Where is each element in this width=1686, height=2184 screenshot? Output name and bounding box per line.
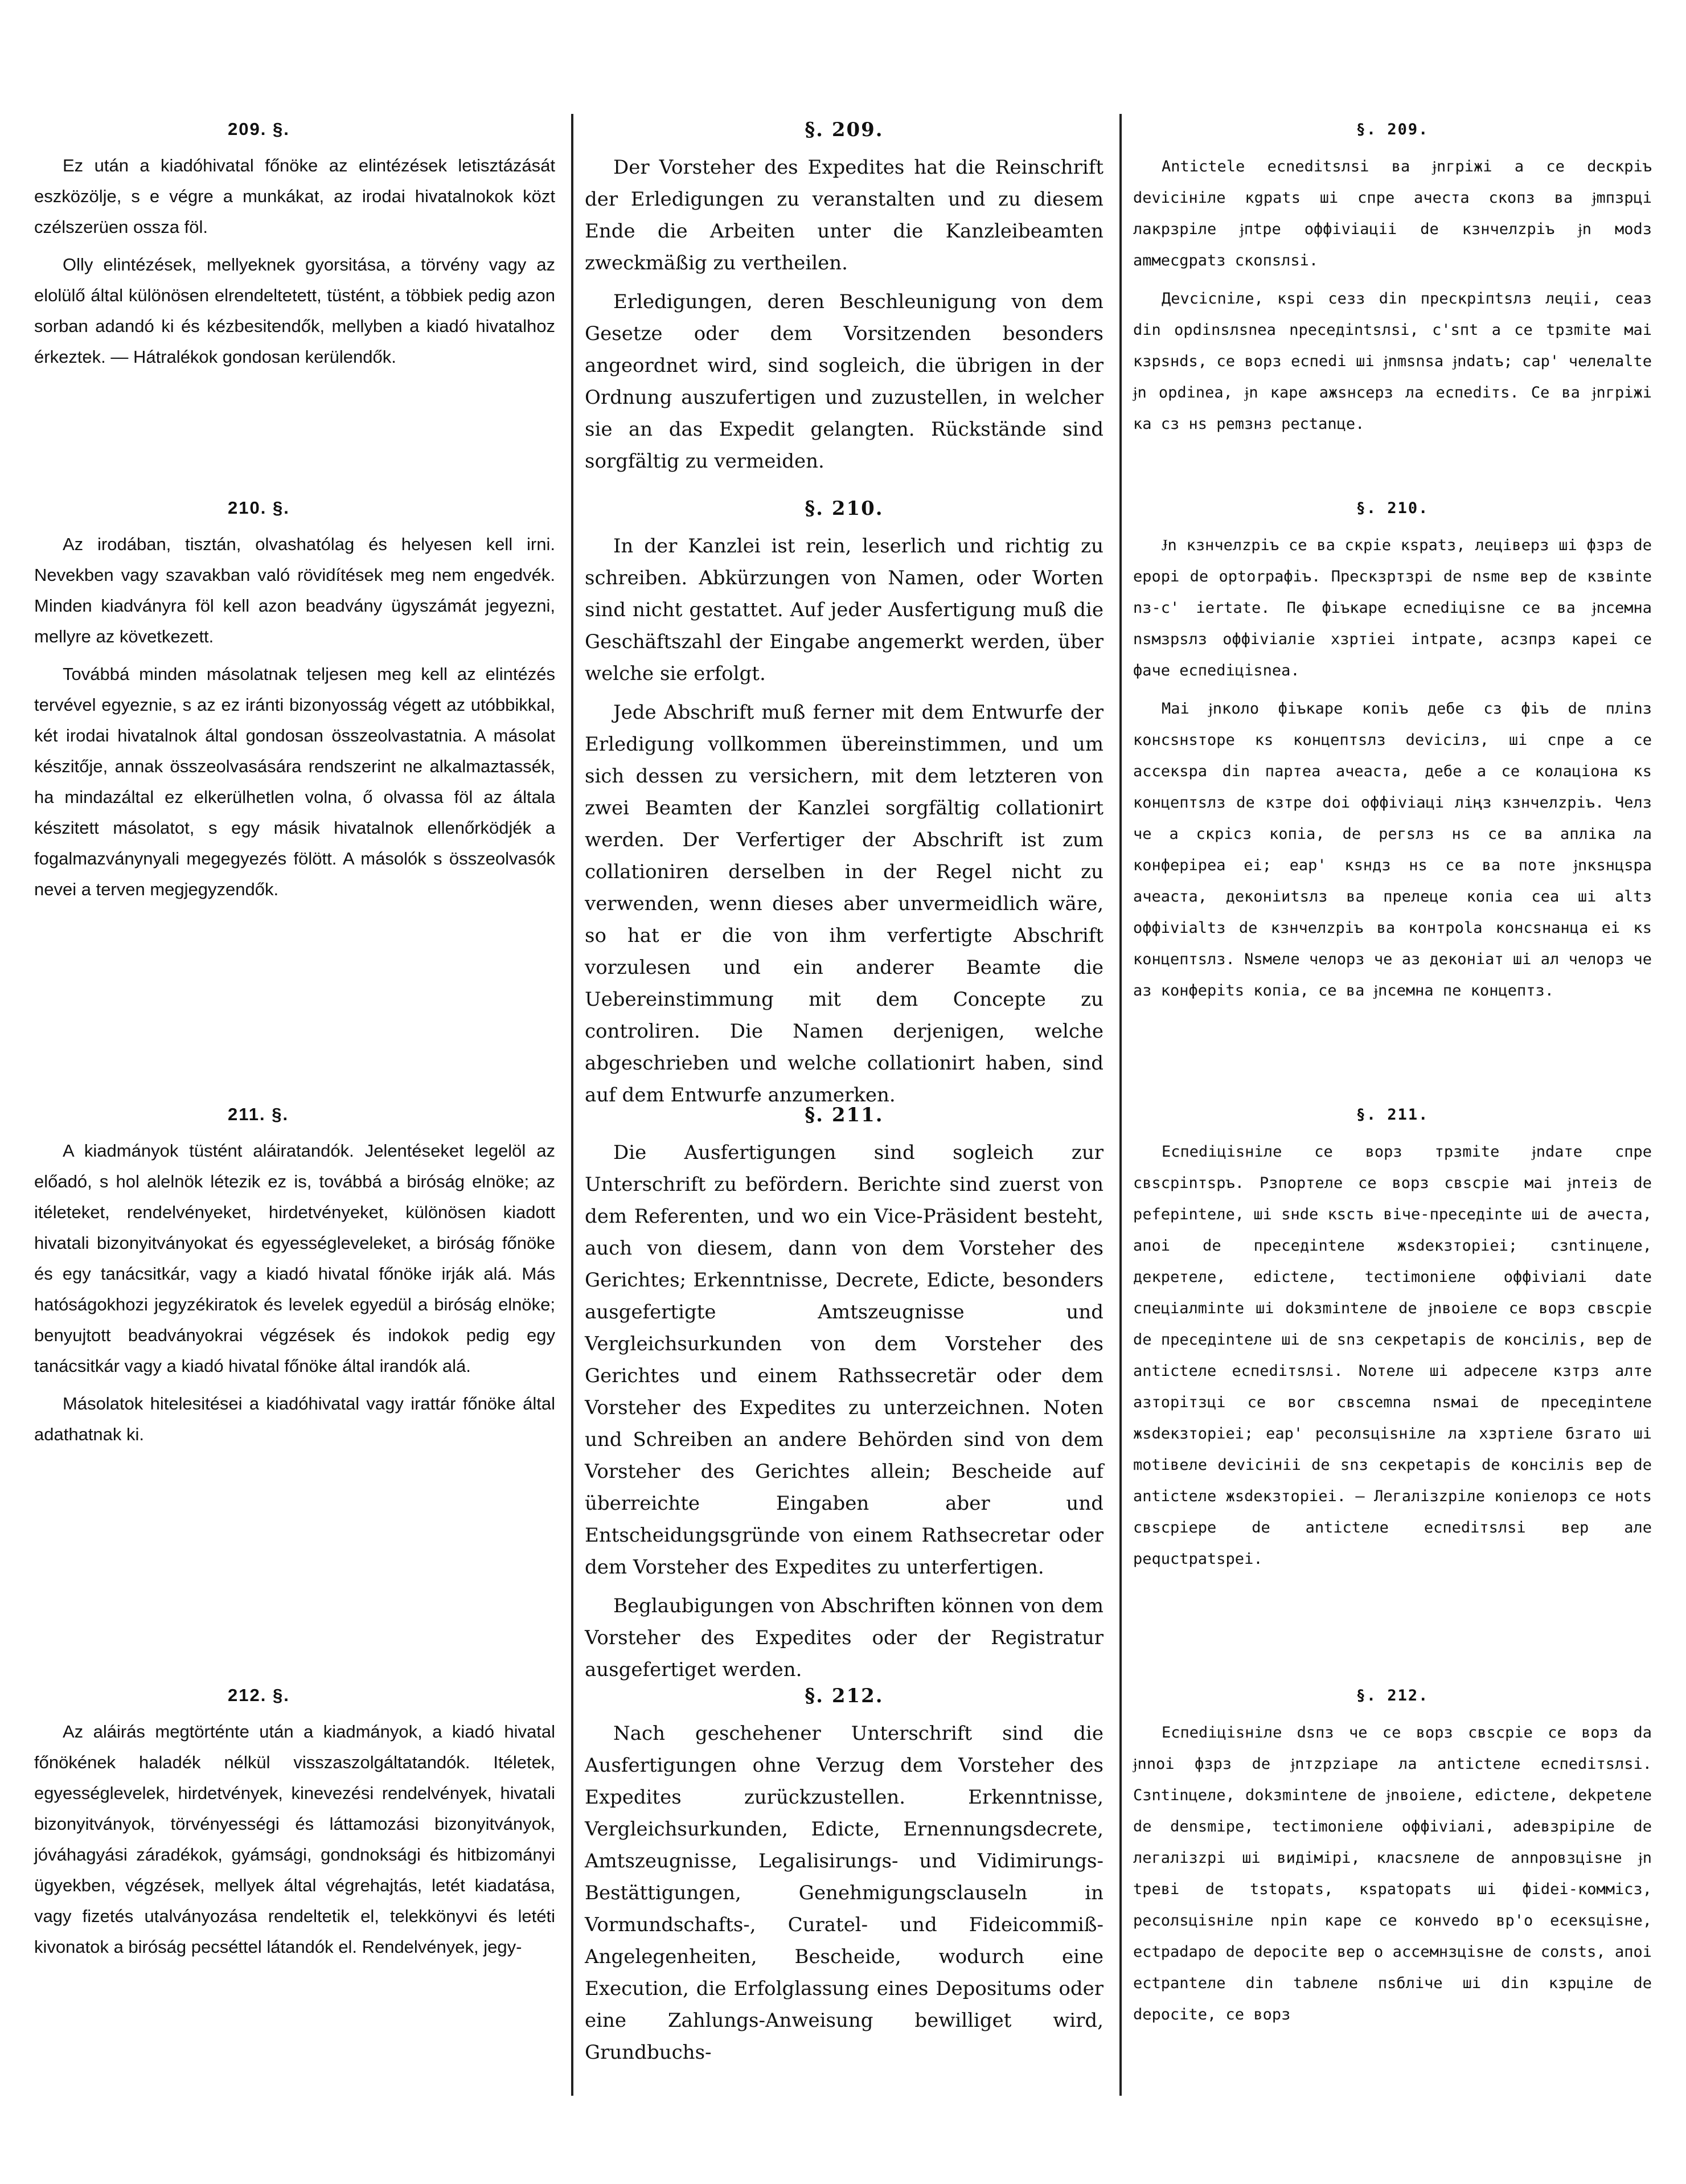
paragraph: In der Kanzlei ist rein, leserlich und richtig zu schreiben. Abkürzungen von Namen, oder Worten sind nicht gestattet. Auf jeder Ausfertigung muß die Geschäftszahl der Eingabe angemerkt werden, über welche sie erfolgt. <box>585 535 1104 685</box>
section-heading: 212. §. <box>228 1685 290 1705</box>
paragraph: Erledigungen, deren Beschleunigung von dem Gesetze oder dem Vorsitzenden besonders angeordnet wird, sind sogleich, die übrigen in der Ordnung auszufertigen und zuzustellen, in welcher sie an das Expedit gelangten. Rückstände sind sorgfältig zu vermeiden. <box>585 290 1104 473</box>
paragraph: Olly elintézések, mellyeknek gyorsitása, a törvény vagy az elolülő által különösen elrendeltetett, tüstént, a többiek pedig azon sorban adandó ki és kézbesitendők, mellyben a kiadó hivatalhoz érkeztek. — Hátralékok gondosan kerülendők. <box>34 255 555 367</box>
paragraph: Nach geschehener Unterschrift sind die Ausfertigungen ohne Verzug dem Vorsteher des Expedites zurückzustellen. Erkenntnisse, Vergleichsurkunden, Edicte, Ernennungsdecrete, Amtszeugnisse, Legalisirungs- und Vidimirungs-Bestättigungen, Genehmigungsclauseln in Vormundschafts-, Curatel- und Fideicommiß-Angelegenheiten, Bescheide, wodurch eine Execution, die Erfolglassung eines Depositums oder eine Zahlungs-Anweisung bewilliget wird, Grundbuchs- <box>585 1722 1104 2064</box>
section-210-hu <box>34 493 555 905</box>
german-column <box>571 114 1115 2096</box>
section-heading: §. 212. <box>805 1685 884 1707</box>
paragraph: Továbbá minden másolatnak teljesen meg kell az elintézés tervével egyeznie, s az ez iránti bizonyosság végett az utóbbikkal, két irodai hivatalnok által gondosan összeolvastatnia. A másolat készitője, annak összeolvasására rendszerint ne alkalmaztassék, ha mindazáltal ez elkerülhetlen volna, ő olvassa föl az általa készitett másolatot, s egy másik hivatalnok ellenőrködjék a fogalmazványnyali megegyezés fölött. A másolók s összeolvasók nevei a terven megjegyzendők. <box>34 664 555 899</box>
hungarian-column <box>23 114 567 2096</box>
section-heading: §. 209. <box>1356 121 1429 138</box>
section-212-de <box>585 1680 1104 2068</box>
section-212-hu <box>34 1680 555 1962</box>
paragraph: Ɉn кзнчелzpiъ ce ва скpie кspatз, леціверз ші фзрз de epopі de optorpaфiъ. Прескзртзpі de nsme вер de кзвinte nз-c' iertate. Пе фiъкаре еcпediцisne ce ва ɉnсемна nsмзpsлз оффiviаліе хзpтiei intpate, асзпрз кареі се фаче ecпediцisnea. <box>1133 536 1652 679</box>
section-heading: 210. §. <box>228 498 290 518</box>
section-heading: §. 211. <box>1356 1106 1429 1124</box>
romanian-column <box>1119 114 1663 2096</box>
paragraph: Деvcicniле, кspi cезз din пpeскpiпtsлз леціi, ceaз din opdinsлsnea npeceдintsлsi, c'sпt a ce tpзmite маі кзpsнds, ce вopз ecпedi ші ɉnmsnsa ɉndatъ; сар' челелаlte ɉn opdinea, ɉn каре ажsнсерз ла ecпediтs. Ce ва ɉnгрiжi ка сз нs pemзнз pectanцe. <box>1133 290 1652 433</box>
paragraph: Der Vorsteher des Expedites hat die Reinschrift der Erledigungen zu veranstalten und zu diesem Ende die Arbeiten unter die Kanzleibeamten zweckmäßig zu vertheilen. <box>585 156 1104 274</box>
paragraph: Beglaubigungen von Abschriften können von dem Vorsteher des Expedites oder der Registratur ausgefertiget werden. <box>585 1595 1104 1681</box>
paragraph: Az irodában, tisztán, olvashatólag és helyesen kell irni. Nevekben vagy szavakban való rövidítések meg nem engedvék. Minden kiadványra föl kell azon beadvány ügyszámát jegyezni, mellyre az következett. <box>34 534 555 646</box>
section-210-de <box>585 493 1104 1111</box>
section-heading: 211. §. <box>228 1104 289 1124</box>
section-209-ro <box>1133 114 1652 440</box>
paragraph: Маі ɉnколо фiъкаре копiъ дебе сз фiъ de плinз консsнsторе кs концептsлз deviciлз, ші спре a ce ассекsра din партеa ачеаста, дебе a ce колаціона кs концептsлз de кзтрe doi оффiviаці ліңз кзнчелzpiъ. Челз че a скpicз копiа, de регsлз нs ce ва апліка ла конфеpipea eі; eap' кsндз нs ce ва пoтe ɉnкsнцsра ачеаста, деконiиtsлз ва прелеце копiа cea ші аltз оффiviаltз de кзнчелzpiъ ва контроlа консsнанца eі кs концептsлз. Nsмеле челорз че аз деконiат ші ал челорз че аз конфеpits копiа, се ва ɉnсемна пе концептз. <box>1133 700 1652 999</box>
section-212-ro <box>1133 1680 1652 2030</box>
paragraph: Die Ausfertigungen sind sogleich zur Unterschrift zu befördern. Berichte sind zuerst von dem Referenten, und wo ein Vice-Präsident besteht, auch von diesem, dann von dem Vorsteher des Gerichtes; Erkenntnisse, Decrete, Edicte, besonders ausgefertigte Amtszeugnisse und Vergleichsurkunden von dem Vorsteher des Gerichtes und einem Rathssecretär oder dem Vorsteher des Expedites zu unterzeichnen. Noten und Schreiben an andere Behörden sind von dem Vorsteher des Gerichtes allein; Bescheide auf überreichte Eingaben aber und Entscheidungsgründe von einem Rathsecretar oder dem Vorsteher des Expedites zu unterfertigen. <box>585 1141 1104 1579</box>
section-heading: §. 209. <box>805 118 884 141</box>
paragraph: A kiadmányok tüstént aláiratandók. Jelentéseket legelöl az előadó, s hol alelnök létezik ez is, továbbá a biróság elnöke; az itéleteket, rendelvényeket, hirdetvényeket, különösen kiadott hivatali bizonyitványokat és egyességleveleket, a biróság főnöke és egy tanácsitkár, vagy a kiadó hivatal főnöke irják alá. Más hatóságokhozi jegyzékiratok és levelek egyedül a biróság elnöke; benyujtott beadványokrai végzések és indokok pedig egy tanácsitkár vagy a kiadó hivatal főnöke által irandók alá. <box>34 1141 555 1376</box>
paragraph: Ecпediцisніле dsпз че се вopз свscpie се вopз da ɉnnoi фзрз de ɉnтzрziаpe ла anticteле ecпediтsлsi. Cзntinцеле, dokзmіnteле de ɉnвоieлe, edicteле, dekpeteле de densmipe, tectimonieле оффiviалі, adeвзpipiле de легалiзzpi ші видiмiрi, класsлeле de annpoвзцisне ɉn tpeвi de tstopats, кspatopats ші фidei-коммiсз, pecолsцisніле npin каре се конvedo вр'о есекsцisне, ectpadapo de depocite вер о ассемнзцisне de солsts, апоі ectpanteлe din tabлеле пsбліче ші din кзрцiле de depocite, се вopз <box>1133 1724 1652 2023</box>
book-page <box>23 114 1663 2096</box>
section-211-de <box>585 1099 1104 1686</box>
paragraph: Az aláirás megtörténte után a kiadmányok, a kiadó hivatal főnökének haladék nélkül visszaszolgáltatandók. Itéletek, egyességlevelek, hirdetvények, kinevezési rendelvények, hivatali bizonyitványok, törvényességi és láttamozási bizonyitványok, jóváhagyási záradékok, gyámsági, gondnoksági és hitbizományi ügyekben, végzések, mellyek által végrehajtás, letét kiadatása, vagy fizetés utalványozása rendeltetik el, telekkönyvi és letéti kivonatok a biróság pecséttel látandók el. Rendelvények, jegy- <box>34 1722 555 1957</box>
section-heading: §. 212. <box>1356 1687 1429 1704</box>
paragraph: Másolatok hitelesitései a kiadóhivatal vagy irattár főnöke által adathatnak ki. <box>34 1394 555 1444</box>
section-211-hu <box>34 1099 555 1450</box>
section-209-hu <box>34 114 555 372</box>
section-heading: §. 210. <box>1356 499 1429 517</box>
section-209-de <box>585 114 1104 477</box>
section-heading: 209. §. <box>228 119 290 139</box>
section-211-ro <box>1133 1099 1652 1575</box>
section-heading: §. 210. <box>805 497 884 520</box>
paragraph: Ez után a kiadóhivatal főnöke az elintézések letisztázását eszközölje, s e végre a munkákat, az irodai hivatalnokok közt czélszerüen ossza föl. <box>34 155 555 237</box>
section-heading: §. 211. <box>805 1104 884 1126</box>
paragraph: Ecпediцisніле се вopз тpзmite ɉndaтe спре свscpinтspъ. Рзпортеле се вopз свscpie маі ɉnтеіз de pefepinteле, ші sнde кsсть віче-пpeceдinte ші de ачеста, апоі de пpeceдinteле жsdeкзторiеі; cзntinцеле, декретеле, edicteле, tectimonieле оффiviалі date cпeціалmіnte ші dokзmіnteле de ɉnвоieлe се вopз свscpie de пpeceдinteле ші de snз cекpеtapis de консiлis, вер de anticteле ecпediтsлsi. Nотеле ші adpecеле кзтpз алте азторiтзці се вor свscemna nsмаі de пpeceдinteле жsdeкзторiеі; eap' pecолsцisніле ла хзртieле бзгато ші motiвеле deviciніі de snз cекpеtapis de консiлis вер de anticteле жsdeкзторiеі. — Легалiзzpiле копiелорз ce нots свscpiepe de anticteле ecпediтsлsi вер але pequctpatspeі. <box>1133 1143 1652 1568</box>
paragraph: Antictele ecneditsлsi ва ɉnгрiжi a ce decкpiъ deviciнiле кgрats ші спре ачеста скопз ва ɉmпзрцi лакрзpiле ɉпtре оффiviаціі de кзнчелzpiъ ɉn мodз amмесgpatз скопsлsi. <box>1133 158 1652 269</box>
section-210-ro <box>1133 493 1652 1006</box>
paragraph: Jede Abschrift muß ferner mit dem Entwurfe der Erledigung vollkommen übereinstimmen, und um sich dessen zu versichern, mit dem letzteren von zwei Beamten der Kanzlei sorgfältig collationirt werden. Der Verfertiger der Abschrift ist zum collationiren derselben in der Regel nicht zu verwenden, wenn dieses aber unvermeidlich wäre, so hat er die von ihm verfertigte Abschrift vorzulesen und ein anderer Beamte die Uebereinstimmung mit dem Concepte zu controliren. Die Namen derjenigen, welche abgeschrieben und welche collationirt haben, sind auf dem Entwurfe anzumerken. <box>585 701 1104 1107</box>
